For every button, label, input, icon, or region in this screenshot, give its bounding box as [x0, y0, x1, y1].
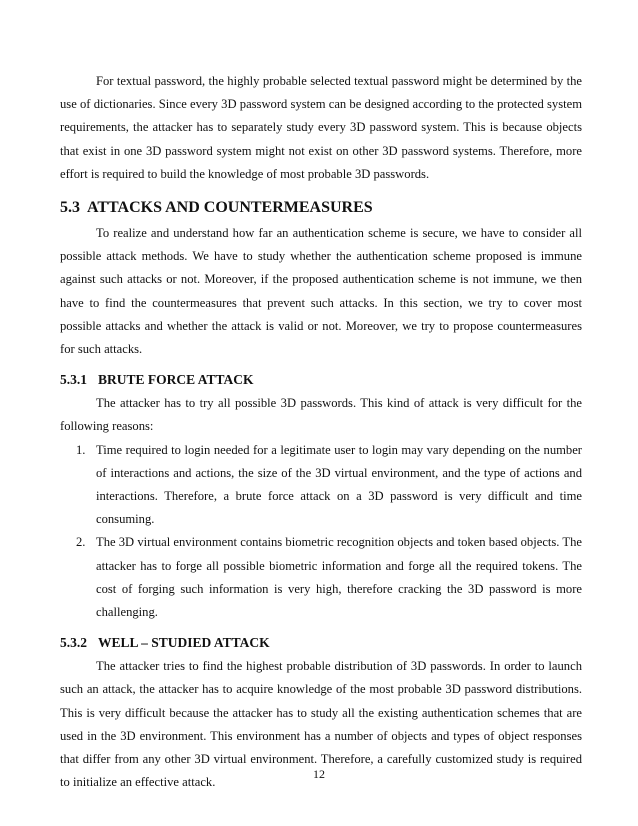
subsection-number: 5.3.2 [60, 635, 87, 651]
list-item-text: Time required to login needed for a legitimate user to login may vary depending on the number of interactions and actions, the size of the 3D virtual environment, and the type of actions and interactions. Therefore, a brute force attack on a 3D password is very difficult and time consuming. [96, 442, 582, 527]
subsection-heading-well-studied [60, 632, 582, 653]
subsection-title: WELL – STUDIED ATTACK [98, 635, 270, 651]
section-heading-attacks [60, 197, 582, 219]
subsection-title: BRUTE FORCE ATTACK [98, 372, 254, 388]
reasons-list [60, 439, 582, 625]
section-title: ATTACKS AND COUNTERMEASURES [87, 199, 373, 217]
list-item [60, 531, 582, 624]
page-number: 12 [313, 767, 325, 781]
section-number: 5.3 [60, 199, 80, 217]
list-marker: 1. [76, 442, 86, 457]
document-page [60, 70, 582, 794]
list-item-text: The 3D virtual environment contains biometric recognition objects and token based objects. The attacker has to forge all possible biometric information and forge all the required tokens. The cost of forging such information is very high, therefore cracking the 3D password is more challenging. [96, 535, 582, 620]
paragraph-textual-password: For textual password, the highly probable selected textual password might be determined by the use of dictionaries. Since every 3D password system can be designed according to the protected system requirements, the attacker has to separately study every 3D password system. This is because objects that exist in one 3D password system might not exist on other 3D password systems. Therefore, more effort is required to build the knowledge of most probable 3D passwords. [60, 74, 582, 181]
paragraph-attacks-intro: To realize and understand how far an authentication scheme is secure, we have to consider all possible attack methods. We have to study whether the authentication scheme proposed is immune against such attacks or not. Moreover, if the proposed authentication scheme is not immune, we then have to find the countermeasures that prevent such attacks. In this section, we try to cover most possible attacks and whether the attack is valid or not. Moreover, we try to propose countermeasures for such attacks. [60, 226, 582, 357]
paragraph-brute-force: The attacker has to try all possible 3D passwords. This kind of attack is very difficult for the following reasons: [60, 396, 582, 434]
paragraph-well-studied: The attacker tries to find the highest probable distribution of 3D passwords. In order to launch such an attack, the attacker has to acquire knowledge of the most probable 3D password distributions. This is very difficult because the attacker has to study all the existing authentication schemes that are used in the 3D environment. This environment has a number of objects and types of object responses that differ from any other 3D virtual environment. Therefore, a carefully customized study is required to initialize an effective attack. [60, 659, 582, 790]
list-item [60, 439, 582, 532]
list-marker: 2. [76, 535, 86, 550]
subsection-heading-brute-force [60, 369, 582, 390]
subsection-number: 5.3.1 [60, 372, 87, 388]
